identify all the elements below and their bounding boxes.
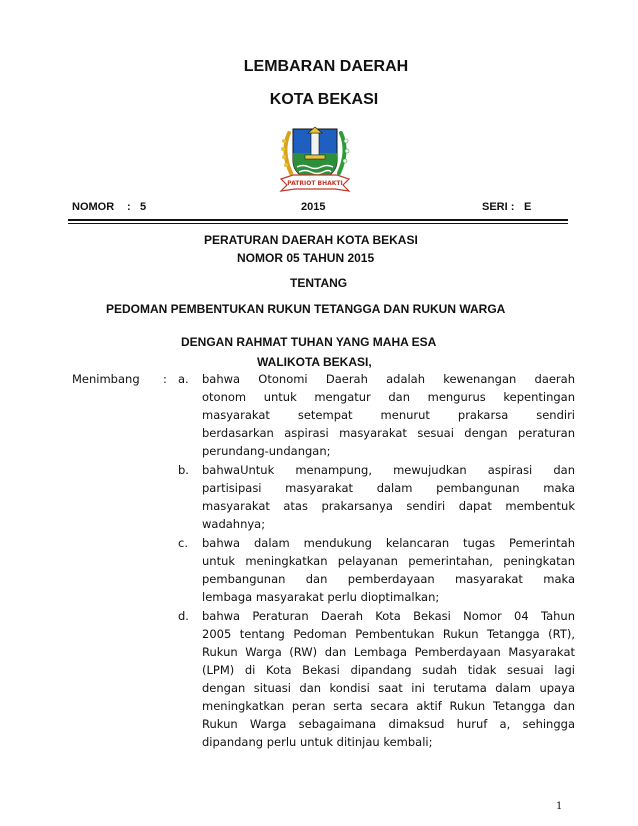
item-line: dipandang perlu untuk ditinjau kembali; [202, 735, 433, 749]
regulation-subject: PEDOMAN PEMBENTUKAN RUKUN TETANGGA DAN RUKUN WARGA [106, 302, 506, 316]
item-line: bahwa Otonomi Daerah adalah kewenangan daerah [202, 372, 575, 386]
item-line: partisipasi masyarakat dalam pembangunan maka [202, 481, 575, 495]
item-letter: b. [178, 463, 189, 477]
item-line: Rukun Warga (RW) dan Lembaga Pemberdayaan Masyarakat [202, 645, 575, 659]
item-line: untuk meningkatkan pelayanan pemerintahan, peningkatan [202, 554, 575, 568]
item-letter: d. [178, 609, 189, 623]
item-line: 2005 tentang Pedoman Pembentukan Rukun Tetangga (RT), [202, 627, 575, 641]
item-letter: a. [178, 372, 189, 386]
item-line: perundang-undangan; [202, 444, 331, 458]
year: 2015 [301, 201, 326, 213]
seri-label: SERI : [482, 201, 515, 213]
nomor-separator: : [127, 201, 131, 213]
seri-value: E [524, 201, 532, 213]
svg-text:PATRIOT BHAKTI: PATRIOT BHAKTI [287, 180, 343, 187]
item-line: bahwaUntuk menampung, mewujudkan aspirasi dan [202, 463, 575, 477]
regulation-title: PERATURAN DAERAH KOTA BEKASI [204, 233, 418, 247]
regulation-number: NOMOR 05 TAHUN 2015 [237, 251, 375, 265]
item-line: bahwa Peraturan Daerah Kota Bekasi Nomor 04 Tahun [202, 609, 575, 623]
item-line: Rukun Warga sebagaimana dimaksud huruf a, sehingga [202, 717, 575, 731]
kota-bekasi-coat-of-arms-icon [273, 123, 357, 193]
menimbang-label: Menimbang [72, 372, 140, 386]
issuer-heading: WALIKOTA BEKASI, [257, 355, 372, 369]
item-line: bahwa dalam mendukung kelancaran tugas Pemerintah [202, 536, 575, 550]
page-number: 1 [556, 801, 563, 812]
nomor-label: NOMOR [72, 201, 115, 213]
item-line: masyarakat atas prakarsanya sendiri dapat membentuk [202, 499, 575, 513]
item-line: masyarakat setempat menurut prakarsa sendiri [202, 408, 575, 422]
divider-thick [68, 219, 568, 221]
item-line: berdasarkan aspirasi masyarakat sesuai dengan peraturan [202, 426, 575, 440]
item-line: pembangunan dan pemberdayaan masyarakat maka [202, 572, 575, 586]
item-line: wadahnya; [202, 517, 266, 531]
item-line: (LPM) di Kota Bekasi dipandang sudah tidak sesuai lagi [202, 663, 575, 677]
item-letter: c. [178, 536, 188, 550]
item-line: dengan situasi dan kondisi saat ini terutama dalam upaya [202, 681, 575, 695]
header-title: LEMBARAN DAERAH [243, 58, 409, 75]
menimbang-separator: : [163, 372, 167, 386]
item-line: meningkatkan peran serta secara aktif Rukun Tetangga dan [202, 699, 575, 713]
divider-thin [68, 223, 568, 224]
tentang-heading: TENTANG [290, 276, 348, 290]
nomor-value: 5 [140, 201, 147, 213]
header-subtitle: KOTA BEKASI [269, 91, 379, 108]
preamble-invocation: DENGAN RAHMAT TUHAN YANG MAHA ESA [181, 335, 437, 349]
item-line: otonom untuk mengatur dan mengurus kepentingan [202, 390, 575, 404]
item-line: lembaga masyarakat perlu dioptimalkan; [202, 590, 440, 604]
